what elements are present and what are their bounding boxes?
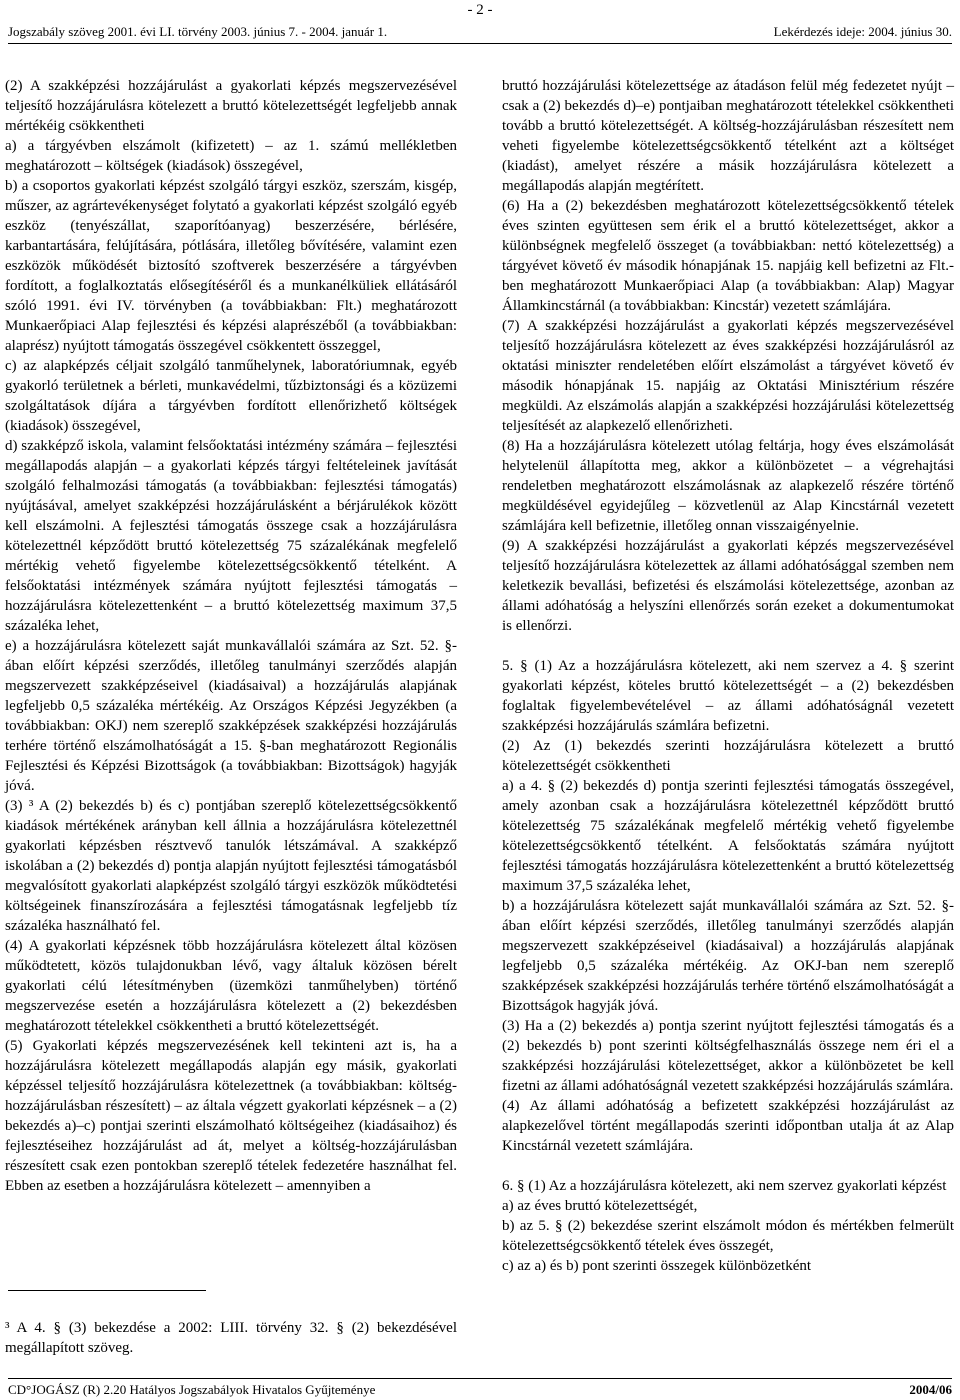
left-paragraph: e) a hozzájárulásra kötelezett saját munkavállalói számára az Szt. 52. §-ában előírt képzési szerződés, illetőleg tanulmányi szerződés alapján megszervezett szakképzéseivel (kiadásaival) a hozzájárulás alapjának legfeljebb 0,5 százaléka mértékéig. Az Országos Képzési Jegyzékben (a továbbiakban: OKJ) nem szereplő szakképzések szakképzési hozzájárulás terhére történő elszámolhatóságát a 15. §-ban meghatározott Regionális Fejlesztési és Képzési Bizottságok (a továbbiakban: Bizottságok) hagyják jóvá. — [5, 638, 457, 794]
footer-rule — [8, 1378, 952, 1379]
right-paragraph: b) az 5. § (2) bekezdése szerint elszámolt módon és mértékben felmerült kötelezettségcsökkentő tételek éves összegét, — [502, 1218, 954, 1254]
right-paragraph: 6. § (1) Az a hozzájárulásra kötelezett, aki nem szervez gyakorlati képzést — [502, 1178, 947, 1194]
right-paragraph: a) az éves bruttó kötelezettségét, — [502, 1198, 698, 1214]
left-paragraph: b) a csoportos gyakorlati képzést szolgáló tárgyi eszköz, szerszám, kisgép, műszer, az agrártevékenységet folytató a gyakorlati képzést szolgáló egyéb eszköz (tenyészállat, szaporítóanyag) beszerzésére, bérlésére, karbantartására, felújítására, pótlására, illetőleg bővítésére, valamint ezen eszközök működését biztosító szoftverek beszerzésére a tárgyévben fordított, a foglalkoztatás elősegítéséről és a munkanélküliek ellátásáról szóló 1991. évi IV. törvényben (a továbbiakban: Flt.) meghatározott Munkaerőpiaci Alap fejlesztési és képzési alaprészéből (a továbbiakban: alaprész) nyújtott támogatás összegével csökkentett összeggel, — [5, 178, 457, 354]
footnote-rule — [8, 1290, 206, 1291]
page-number: - 2 - — [467, 2, 493, 18]
header-rule — [8, 43, 952, 44]
right-paragraph: (6) Ha a (2) bekezdésben meghatározott kötelezettségcsökkentő tételek éves szinten együttesen sem érik el a bruttó kötelezettséget, akkor a különbségnek megfelelő összeget (a továbbiakban: nettó kötelezettség) a tárgyévet követő év második hónapjának 15. napjáig kell befizetni az Flt.-ben meghatározott Munkaerőpiaci Alap (a továbbiakban: Alap) Magyar Államkincstárnál (a továbbiakban: Kincstár) vezetett számlájára. — [502, 198, 954, 314]
right-paragraph: b) a hozzájárulásra kötelezett saját munkavállalói számára az Szt. 52. §-ában előírt képzési szerződés, illetőleg tanulmányi szerződés alapján megszervezett szakképzéseivel (kiadásaival) a hozzájárulás alapjának legfeljebb 0,5 százaléka mértékéig. Az OKJ-ban nem szereplő szakképzések szakképzési hozzájárulás terhére történő elszámolhatóságát a Bizottságok hagyják jóvá. — [502, 898, 954, 1014]
right-paragraph: 5. § (1) Az a hozzájárulásra kötelezett, aki nem szervez a 4. § szerint gyakorlati képzést, köteles bruttó kötelezettségét – a (2) bekezdésben foglaltak figyelembevételével – az állami adóhatóságnál vezetett szakképzési hozzájárulás számlára befizetni. — [502, 658, 954, 734]
right-paragraph: (8) Ha a hozzájárulásra kötelezett utólag feltárja, hogy éves elszámolását helytelenül állapította meg, akkor a különbözetet – a végrehajtási rendeletben meghatározott elszámolásnak az alapkezelő részére történő megküldésével egyidejűleg – közvetlenül az Alap Kincstárnál vezetett számlájára kell befizetnie, illetőleg onnan visszaigényelnie. — [502, 438, 954, 534]
left-paragraph: (5) Gyakorlati képzés megszervezésének kell tekinteni azt is, ha a hozzájárulásra kötelezett megállapodás alapján egy másik, gyakorlati képzéssel teljesítő hozzájárulásra kötelezettnek (a továbbiakban: költség-hozzájárulásban részesített) – az általa végzett gyakorlati képzésnek – a (2) bekezdés a)–c) pontjai szerinti elszámolható költségeihez (kiadásaihoz) és fejlesztéseihez hozzájárulást ad át, melyet a költség-hozzájárulásban részesített csak ezen pontokban szereplő tételek fedezetére használhat fel. Ebben az esetben a hozzájárulásra kötelezett – amennyiben a — [5, 1038, 457, 1194]
left-paragraph: c) az alapképzés céljait szolgáló tanműhelynek, laboratóriumnak, egyéb gyakorló területnek a bérleti, munkavédelmi, tűzbiztonsági és a közüzemi szolgáltatások díjára a tárgyévben fordított ellenőrizhető költségek (kiadások) összegével, — [5, 358, 457, 434]
right-paragraph: (4) Az állami adóhatóság a befizetett szakképzési hozzájárulást az alapkezelővel történt megállapodás szerinti időpontban utalja át az Alap Kincstárnál vezetett számlájára. — [502, 1098, 954, 1154]
paragraph-gap — [502, 636, 954, 656]
left-paragraph: (3) ³ A (2) bekezdés b) és c) pontjában szereplő kötelezettségcsökkentő kiadások mértékének arányban kell állnia a hozzájárulásra kötelezettnél gyakorlati képzésben résztvevő tanulók létszámával. A szakképző iskolában a (2) bekezdés d) pontja alapján nyújtott fejlesztési támogatásból megvalósított gyakorlati alapképzést szolgáló tárgyi eszközök működtetési költségeinek finanszírozására a fejlesztési támogatásnak legfeljebb tíz százaléka használható fel. — [5, 798, 457, 934]
right-paragraph: a) a 4. § (2) bekezdés d) pontja szerinti fejlesztési támogatás összegével, amely azonban csak a hozzájárulásra kötelezettnél képződött bruttó kötelezettség 75 százalékának megfelelő mértékig vehető figyelembe kötelezettségcsökkentő tételként. A felsőoktatás számára nyújtott fejlesztési támogatás hozzájárulásra kötelezettenként a bruttó kötelezettség maximum 37,5 százaléka lehet, — [502, 778, 954, 894]
footer-right: 2004/06 — [909, 1382, 952, 1397]
right-paragraph: (2) Az (1) bekezdés szerinti hozzájárulásra kötelezett a bruttó kötelezettségét csökkentheti — [502, 738, 954, 774]
left-paragraph: a) a tárgyévben elszámolt (kifizetett) – az 1. számú mellékletben meghatározott – költségek (kiadások) összegével, — [5, 138, 457, 174]
right-paragraph: bruttó hozzájárulási kötelezettsége az átadáson felül még fedezetet nyújt – csak a (2) bekezdés d)–e) pontjaiban meghatározott tételekkel csökkentheti tovább a bruttó kötelezettségét. A költség-hozzájárulásban részesített nem veheti figyelembe kötelezettségcsökkentő tételként azt a költséget (kiadást), amelyet részére a másik hozzájárulásra kötelezett a megállapodás alapján megtérített. — [502, 78, 954, 194]
paragraph-gap — [502, 1156, 954, 1176]
right-paragraph: (9) A szakképzési hozzájárulást a gyakorlati képzés megszervezésével teljesítő hozzájárulásra kötelezettek az állami adóhatósággal szemben nem keletkezik bevallási, befizetési és elszámolási kötelezettsége, azonban az állami adóhatóság a helyszíni ellenőrzés során ezeket a dokumentumokat is ellenőrzi. — [502, 538, 954, 634]
header-left: Jogszabály szöveg 2001. évi LI. törvény 2003. június 7. - 2004. január 1. — [8, 24, 388, 39]
footer-left: CD°JOGÁSZ (R) 2.20 Hatályos Jogszabályok Hivatalos Gyűjteménye — [8, 1382, 376, 1397]
right-paragraph: (3) Ha a (2) bekezdés a) pontja szerint nyújtott fejlesztési támogatás és a (2) bekezdés b) pont szerinti költségfelhasználás összege nem éri el a szakképzési hozzájárulási kötelezettséget, akkor a különbözetet be kell fizetni az állami adóhatóságnál vezetett szakképzési hozzájárulás számlára. — [502, 1018, 954, 1094]
right-column — [502, 76, 954, 1276]
right-paragraph: (7) A szakképzési hozzájárulást a gyakorlati képzés megszervezésével teljesítő hozzájárulásra kötelezett az éves szakképzési hozzájárulásról az oktatási miniszter rendeletében előírt elszámolást a tárgyévet követő év második hónapjának 15. napjáig az Oktatási Minisztérium részére megküldi. Az elszámolás alapján a szakképzési hozzájárulási kötelezettség teljesítését az alapkezelő ellenőrizheti. — [502, 318, 954, 434]
left-column — [5, 76, 457, 1196]
footnote: ³ A 4. § (3) bekezdése a 2002: LIII. törvény 32. § (2) bekezdésével megállapított szöveg. — [5, 1320, 457, 1356]
left-paragraph: d) szakképző iskola, valamint felsőoktatási intézmény számára – fejlesztési megállapodás alapján – a gyakorlati képzés tárgyi feltételeinek javítását szolgáló felhalmozási támogatás (a továbbiakban: fejlesztési támogatás) nyújtásával, amelyet szakképzési hozzájárulásként a bérjárulékok között kell elszámolni. A fejlesztési támogatás összege csak a hozzájárulásra kötelezettnél képződött bruttó kötelezettség 75 százalékának megfelelő mértékig vehető figyelembe kötelezettségcsökkentő tételként. A felsőoktatási intézmények számára nyújtott fejlesztési támogatás – hozzájárulásra kötelezettenként – a bruttó kötelezettség maximum 37,5 százaléka lehet, — [5, 438, 457, 634]
right-paragraph: c) az a) és b) pont szerinti összegek különbözetként — [502, 1258, 812, 1274]
header-right: Lekérdezés ideje: 2004. június 30. — [773, 24, 952, 39]
left-paragraph: (2) A szakképzési hozzájárulást a gyakorlati képzés megszervezésével teljesítő hozzájárulásra kötelezett a bruttó kötelezettségét legfeljebb annak mértékéig csökkentheti — [5, 78, 457, 134]
left-paragraph: (4) A gyakorlati képzésnek több hozzájárulásra kötelezett által közösen működtetett, közös tulajdonukban lévő, vagy általuk közösen bérelt gyakorlati célú létesítményben (üzemközi tanműhelyben) történő megszervezése esetén a hozzájárulásra kötelezett a (2) bekezdésben meghatározott tételekkel csökkentheti a bruttó kötelezettségét. — [5, 938, 457, 1034]
